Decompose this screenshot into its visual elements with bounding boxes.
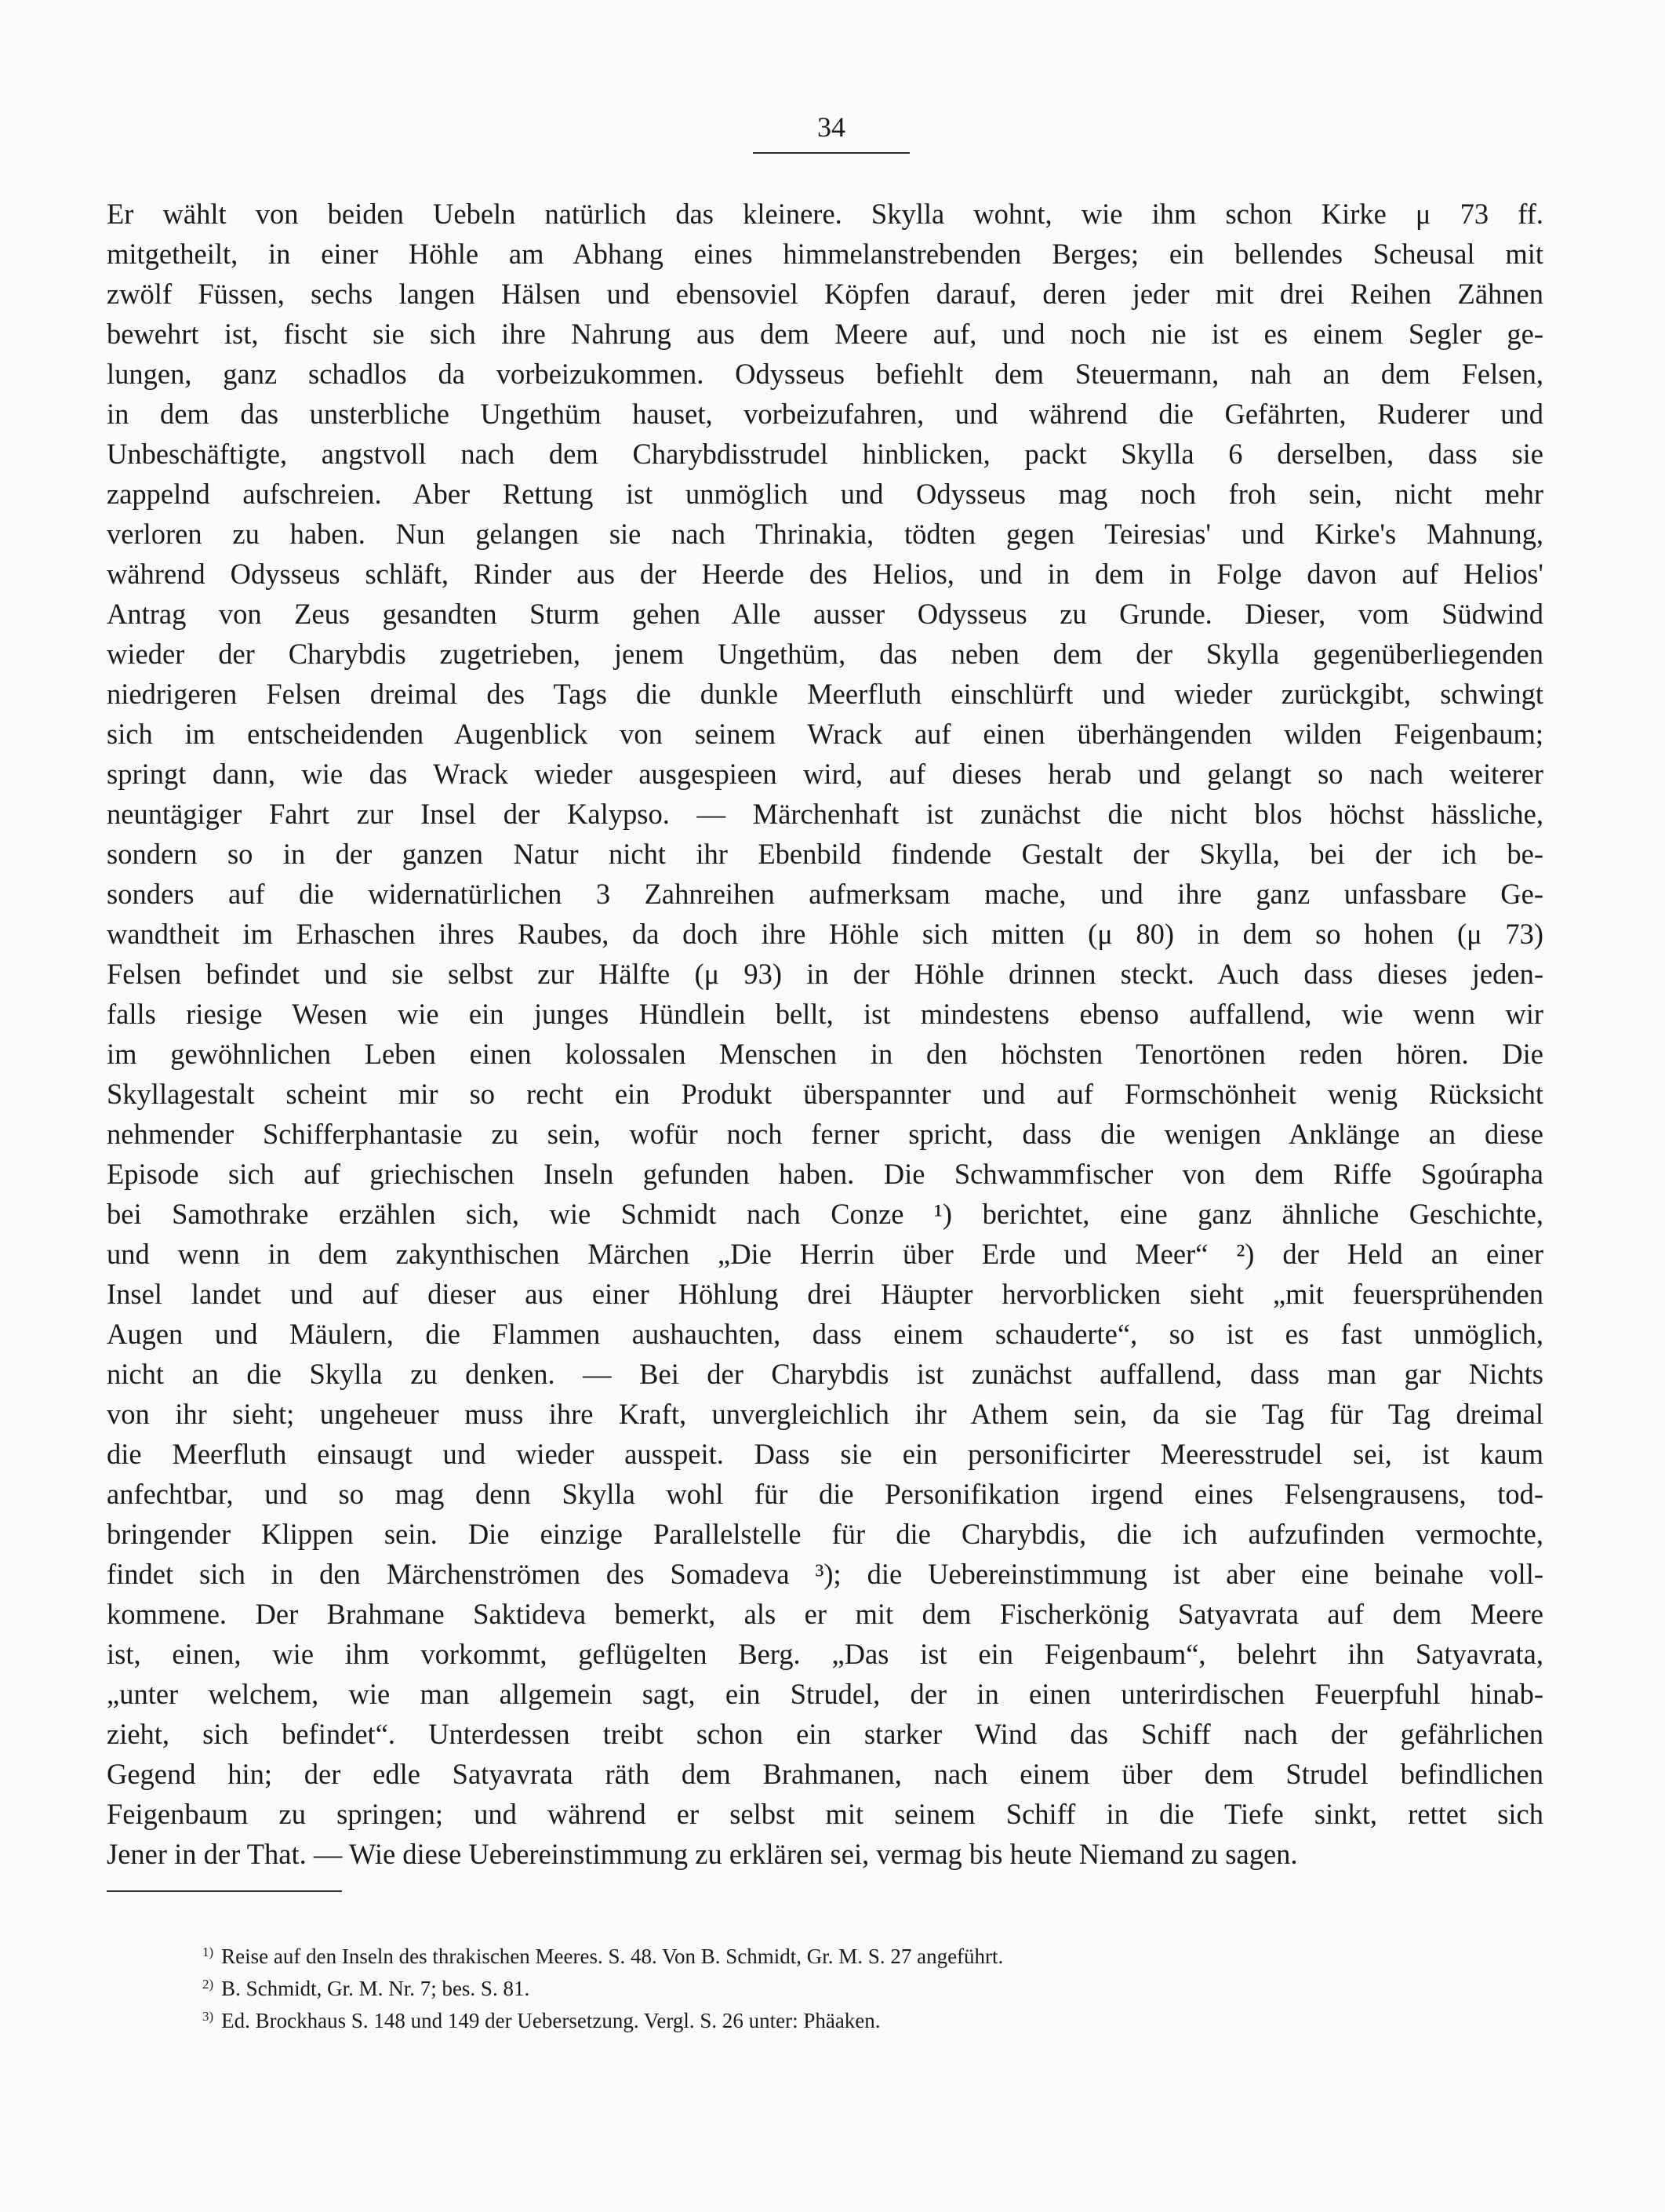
text-line: Felsen befindet und sie selbst zur Hälfte (μ 93) in der Höhle drinnen steckt. Auch dass dieses jeden- [107,958,1543,990]
footnotes [202,1936,1520,2032]
page-number: 34 [817,111,845,143]
text-line: Unbeschäftigte, angstvoll nach dem Charybdisstrudel hinblicken, packt Skylla 6 derselben, dass sie [107,438,1543,470]
footnote-text: Reise auf den Inseln des thrakischen Meeres. S. 48. Von B. Schmidt, Gr. M. S. 27 angeführt. [221,1945,1004,1968]
text-line: nehmender Schifferphantasie zu sein, wofür noch ferner spricht, dass die wenigen Anklänge an diese [107,1118,1543,1150]
footnote [202,1936,1520,1968]
text-line: Feigenbaum zu springen; und während er selbst mit seinem Schiff in die Tiefe sinkt, rettet sich [107,1798,1543,1830]
text-line: „unter welchem, wie man allgemein sagt, ein Strudel, der in einen unterirdischen Feuerpfuhl hinab- [107,1678,1543,1710]
text-line: Jener in der That. — Wie diese Uebereinstimmung zu erklären sei, vermag bis heute Niemand zu sagen. [107,1838,1298,1870]
text-line: bewehrt ist, fischt sie sich ihre Nahrung aus dem Meere auf, und noch nie ist es einem Segler ge- [107,318,1543,350]
text-line: Insel landet und auf dieser aus einer Höhlung drei Häupter hervorblicken sieht „mit feuersprühenden [107,1278,1543,1310]
text-line: Skyllagestalt scheint mir so recht ein Produkt überspannter und auf Formschönheit wenig Rücksicht [107,1078,1543,1110]
footnote [202,1968,1520,2000]
text-line: bei Samothrake erzählen sich, wie Schmidt nach Conze ¹) berichtet, eine ganz ähnliche Geschichte, [107,1198,1543,1230]
text-line: wandtheit im Erhaschen ihres Raubes, da doch ihre Höhle sich mitten (μ 80) in dem so hohen (μ 73) [107,918,1543,950]
text-line: im gewöhnlichen Leben einen kolossalen Menschen in den höchsten Tenortönen reden hören. Die [107,1038,1543,1070]
text-line: verloren zu haben. Nun gelangen sie nach Thrinakia, tödten gegen Teiresias' und Kirke's Mahnung, [107,518,1543,550]
text-line: zwölf Füssen, sechs langen Hälsen und ebensoviel Köpfen darauf, deren jeder mit drei Reihen Zähnen [107,278,1543,310]
text-line: niedrigeren Felsen dreimal des Tags die dunkle Meerfluth einschlürft und wieder zurückgibt, schwingt [107,678,1543,710]
footnote-mark: 2) [202,1977,214,1992]
text-line: sonders auf die widernatürlichen 3 Zahnreihen aufmerksam mache, und ihre ganz unfassbare Ge- [107,878,1543,910]
footnote-text: B. Schmidt, Gr. M. Nr. 7; bes. S. 81. [221,1977,530,2000]
text-line: lungen, ganz schadlos da vorbeizukommen. Odysseus befiehlt dem Steuermann, nah an dem Felsen, [107,358,1543,390]
text-line: zappelnd aufschreien. Aber Rettung ist unmöglich und Odysseus mag noch froh sein, nicht mehr [107,478,1543,510]
text-line: findet sich in den Märchenströmen des Somadeva ³); die Uebereinstimmung ist aber eine beinahe voll- [107,1558,1543,1590]
text-line: kommene. Der Brahmane Saktideva bemerkt, als er mit dem Fischerkönig Satyavrata auf dem Meere [107,1598,1543,1630]
text-line: von ihr sieht; ungeheuer muss ihre Kraft, unvergleichlich ihr Athem sein, da sie Tag für Tag dreimal [107,1398,1543,1430]
footnote-rule [107,1890,342,1892]
text-line: während Odysseus schläft, Rinder aus der Heerde des Helios, und in dem in Folge davon auf Helios' [107,558,1543,590]
text-line: und wenn in dem zakynthischen Märchen „Die Herrin über Erde und Meer“ ²) der Held an einer [107,1238,1543,1270]
text-line: Antrag von Zeus gesandten Sturm gehen Alle ausser Odysseus zu Grunde. Dieser, vom Südwind [107,598,1543,630]
text-line: sich im entscheidenden Augenblick von seinem Wrack auf einen überhängenden wilden Feigenbaum; [107,718,1543,750]
text-line: Augen und Mäulern, die Flammen aushauchten, dass einem schauderte“, so ist es fast unmöglich, [107,1318,1543,1350]
text-line: wieder der Charybdis zugetrieben, jenem Ungethüm, das neben dem der Skylla gegenüberliegenden [107,638,1543,670]
text-line: anfechtbar, und so mag denn Skylla wohl für die Personifikation irgend eines Felsengrausens, tod- [107,1478,1543,1510]
text-line: sondern so in der ganzen Natur nicht ihr Ebenbild findende Gestalt der Skylla, bei der ich be- [107,838,1543,870]
page-number-rule [753,152,910,154]
text-line: Episode sich auf griechischen Inseln gefunden haben. Die Schwammfischer von dem Riffe Sgoúrapha [107,1158,1543,1190]
footnote-text: Ed. Brockhaus S. 148 und 149 der Uebersetzung. Vergl. S. 26 unter: Phäaken. [221,2009,881,2032]
text-line: mitgetheilt, in einer Höhle am Abhang eines himmelanstrebenden Berges; ein bellendes Scheusal mit [107,238,1543,270]
text-line: Gegend hin; der edle Satyavrata räth dem Brahmanen, nach einem über dem Strudel befindlichen [107,1758,1543,1790]
text-line: falls riesige Wesen wie ein junges Hündlein bellt, ist mindestens ebenso auffallend, wie wenn wir [107,998,1543,1030]
text-line: in dem das unsterbliche Ungethüm hauset, vorbeizufahren, und während die Gefährten, Ruderer und [107,398,1543,430]
footnote-mark: 3) [202,2009,214,2024]
body-text [107,195,1543,1875]
text-line: springt dann, wie das Wrack wieder ausgespieen wird, auf dieses herab und gelangt so nach weiterer [107,758,1543,790]
text-line: zieht, sich befindet“. Unterdessen treibt schon ein starker Wind das Schiff nach der gefährlichen [107,1718,1543,1750]
text-line: Er wählt von beiden Uebeln natürlich das kleinere. Skylla wohnt, wie ihm schon Kirke μ 73 ff. [107,198,1543,230]
text-line: nicht an die Skylla zu denken. — Bei der Charybdis ist zunächst auffallend, dass man gar Nichts [107,1358,1543,1390]
footnote-mark: 1) [202,1945,214,1959]
text-line: bringender Klippen sein. Die einzige Parallelstelle für die Charybdis, die ich aufzufinden vermochte, [107,1518,1543,1550]
text-line: die Meerfluth einsaugt und wieder ausspeit. Dass sie ein personificirter Meeresstrudel sei, ist kaum [107,1438,1543,1470]
text-line: neuntägiger Fahrt zur Insel der Kalypso. — Märchenhaft ist zunächst die nicht blos höchst hässliche, [107,798,1543,830]
text-line: ist, einen, wie ihm vorkommt, geflügelten Berg. „Das ist ein Feigenbaum“, belehrt ihn Satyavrata, [107,1638,1543,1670]
footnote [202,2000,1520,2032]
